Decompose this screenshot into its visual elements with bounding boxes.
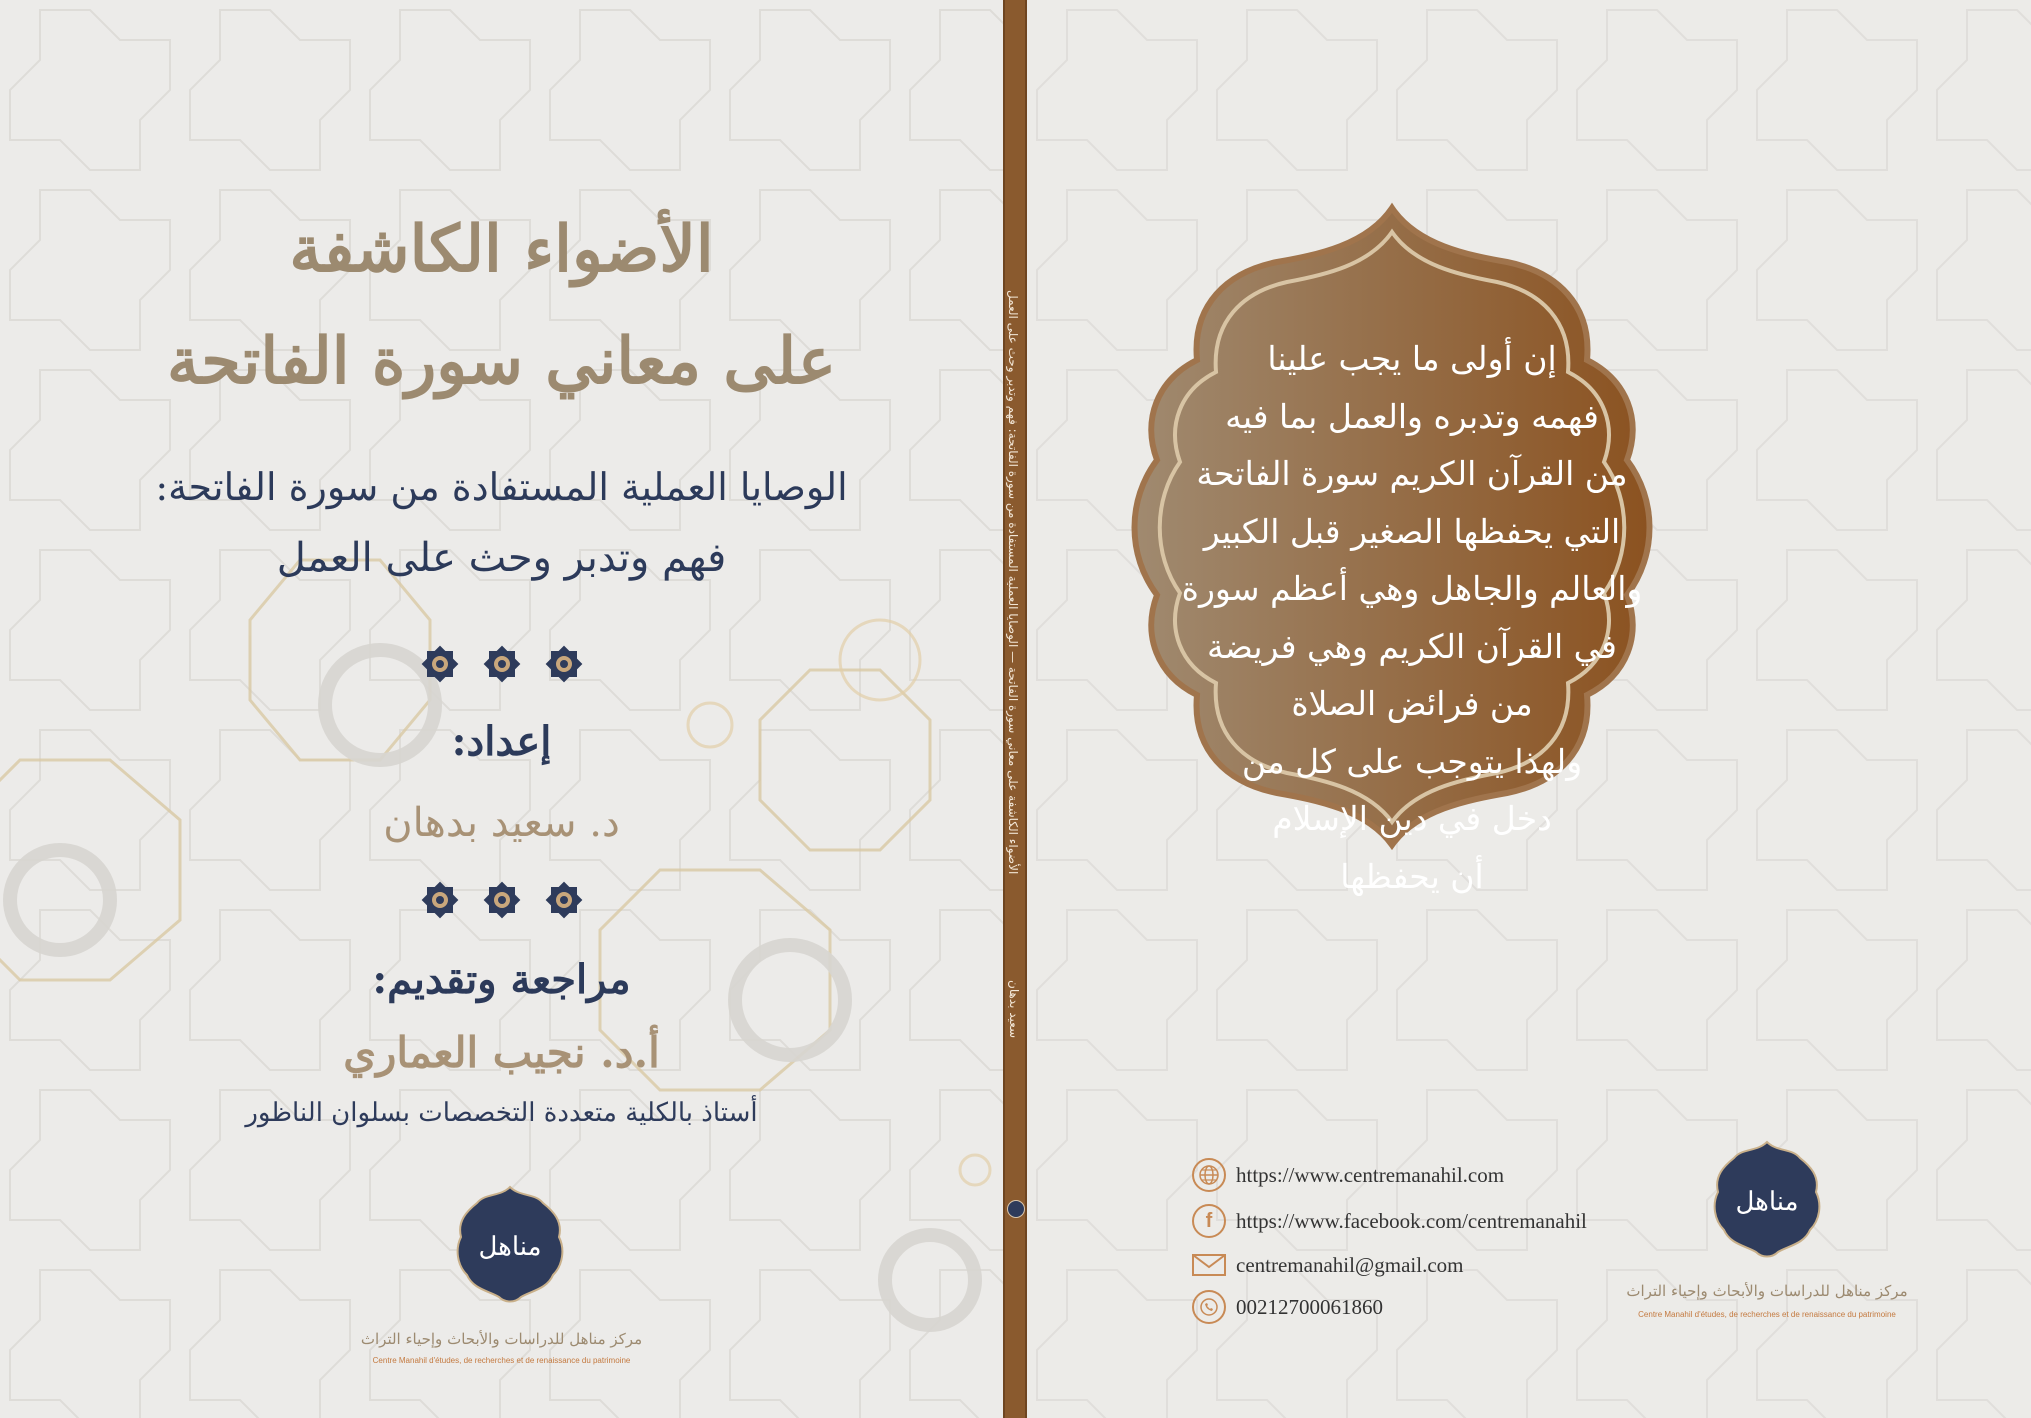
subtitle-line2: فهم وتدبر وحث على العمل xyxy=(276,535,727,581)
ornament-row-top xyxy=(0,644,1003,684)
email-link[interactable]: centremanahil@gmail.com xyxy=(1236,1252,1464,1277)
book-title-line1: الأضواء الكاشفة xyxy=(289,212,714,287)
contact-facebook[interactable] xyxy=(1192,1204,1587,1238)
whatsapp-icon xyxy=(1192,1290,1226,1324)
star-rosette-icon xyxy=(420,644,460,684)
logo-caption-french: Centre Manahil d'études, de recherches et de renaissance du patrimoine xyxy=(1638,1310,1896,1319)
book-title-line2: على معاني سورة الفاتحة xyxy=(166,324,837,399)
star-rosette-icon xyxy=(482,644,522,684)
website-link[interactable]: https://www.centremanahil.com xyxy=(1236,1162,1505,1187)
contact-email[interactable] xyxy=(1192,1248,1464,1282)
book-spine xyxy=(1003,0,1027,1418)
globe-icon xyxy=(1192,1158,1226,1192)
envelope-icon xyxy=(1192,1248,1226,1282)
front-cover xyxy=(0,0,1003,1418)
back-cover xyxy=(1027,0,2031,1418)
logo-text: مناهل xyxy=(478,1232,542,1262)
phone-number[interactable]: 00212700061860 xyxy=(1236,1294,1383,1319)
logo-caption-french: Centre Manahil d'études, de recherches et de renaissance du patrimoine xyxy=(372,1356,631,1365)
contact-phone[interactable] xyxy=(1192,1290,1383,1324)
logo-caption-arabic: مركز مناهل للدراسات والأبحاث وإحياء التراث xyxy=(360,1330,643,1348)
facebook-icon: f xyxy=(1192,1204,1226,1238)
spine-logo-icon xyxy=(1007,1200,1025,1218)
manahil-logo-medallion xyxy=(1712,1140,1822,1260)
star-rosette-icon xyxy=(420,880,460,920)
reviewer-name: أ.د. نجيب العماري xyxy=(343,1028,660,1077)
star-rosette-icon xyxy=(482,880,522,920)
reviewer-title: أستاذ بالكلية متعددة التخصصات بسلوان الناظور xyxy=(245,1098,758,1128)
prepared-by-label: إعداد: xyxy=(451,718,552,765)
manahil-logo-medallion xyxy=(455,1185,565,1305)
blurb-line: فهمه وتدبره والعمل بما فيه xyxy=(1225,396,1599,436)
back-blurb xyxy=(1162,330,1662,905)
subtitle-line1: الوصايا العملية المستفادة من سورة الفاتحة: xyxy=(155,465,848,509)
spine-author: سعيد بدهان xyxy=(1007,980,1021,1039)
contact-website[interactable] xyxy=(1192,1158,1504,1192)
logo-caption-arabic: مركز مناهل للدراسات والأبحاث وإحياء التراث xyxy=(1626,1282,1908,1300)
spine-title: الأضواء الكاشفة على معاني سورة الفاتحة — الوصايا العملية المستفادة من سورة الفاتحة: فهم وتدبر وحث على العمل xyxy=(1006,290,1020,875)
blurb-line: والعالم والجاهل وهي أعظم سورة xyxy=(1181,569,1643,608)
blurb-line: التي يحفظها الصغير قبل الكبير xyxy=(1203,511,1621,551)
blurb-line: من فرائض الصلاة xyxy=(1291,684,1533,723)
ornament-row-bottom xyxy=(0,880,1003,920)
star-rosette-icon xyxy=(544,880,584,920)
blurb-line: في القرآن الكريم وهي فريضة xyxy=(1207,626,1617,666)
star-rosette-icon xyxy=(544,644,584,684)
facebook-link[interactable]: https://www.facebook.com/centremanahil xyxy=(1236,1208,1587,1233)
blurb-line: ولهذا يتوجب على كل من xyxy=(1241,741,1583,781)
logo-text: مناهل xyxy=(1735,1187,1799,1217)
review-label: مراجعة وتقديم: xyxy=(372,956,631,1003)
blurb-line: من القرآن الكريم سورة الفاتحة xyxy=(1196,454,1628,493)
author-name: د. سعيد بدهان xyxy=(383,800,620,846)
blurb-line: إن أولى ما يجب علينا xyxy=(1267,339,1557,378)
blurb-line: دخل في دين الإسلام xyxy=(1272,799,1552,838)
blurb-line: أن يحفظها xyxy=(1340,856,1484,896)
